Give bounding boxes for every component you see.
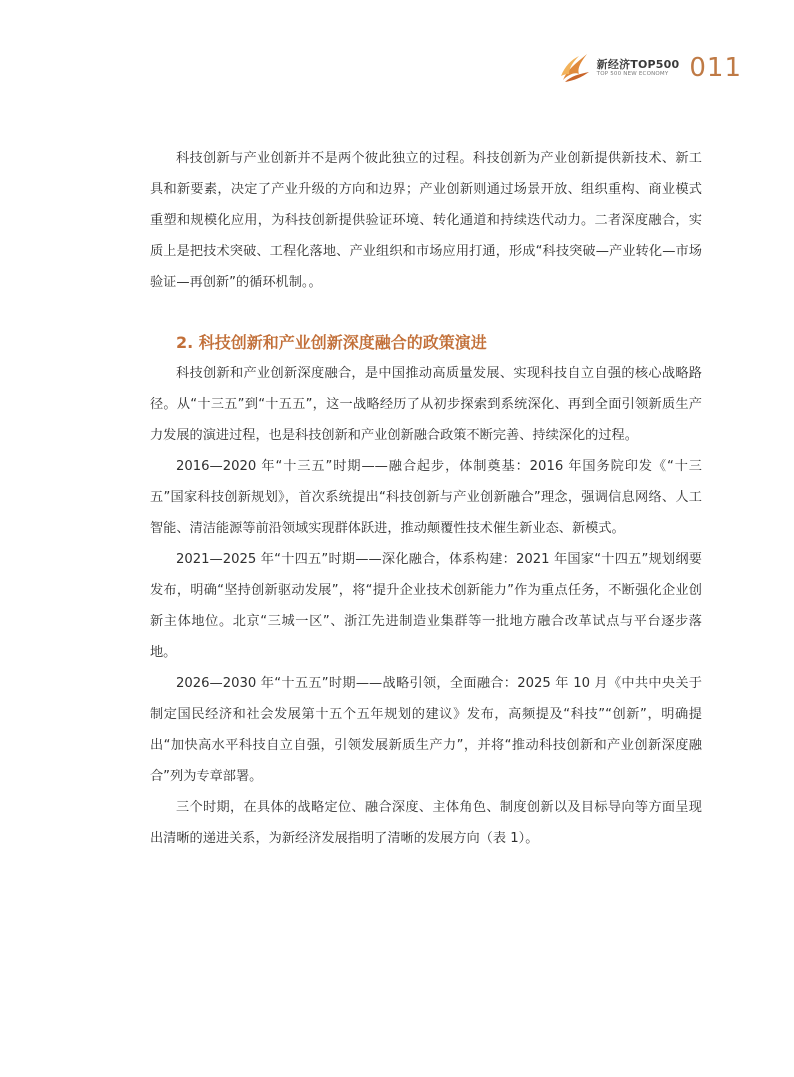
paragraph: 2016—2020 年“十三五”时期——融合起步，体制奠基：2016 年国务院印发《“十三五”国家科技创新规划》，首次系统提出“科技创新与产业创新融合”理念，强调信息网络、人工智能、清洁能源等前沿领域实现群体跃进，推动颠覆性技术催生新业态、新模式。 [150,459,702,536]
paragraph: 科技创新和产业创新深度融合，是中国推动高质量发展、实现科技自立自强的核心战略路径。从“十三五”到“十五五”，这一战略经历了从初步探索到系统深化、再到全面引领新质生产力发展的演进过程，也是科技创新和产业创新融合政策不断完善、持续深化的过程。 [150,366,702,443]
intro-paragraph: 科技创新与产业创新并不是两个彼此独立的过程。科技创新为产业创新提供新技术、新工具和新要素，决定了产业升级的方向和边界；产业创新则通过场景开放、组织重构、商业模式重塑和规模化应用，为科技创新提供验证环境、转化通道和持续迭代动力。二者深度融合，实质上是把技术突破、工程化落地、产业组织和市场应用打通，形成“科技突破—产业转化—市场验证—再创新”的循环机制。。 [150,151,702,290]
paragraph: 2026—2030 年“十五五”时期——战略引领，全面融合：2025 年 10 月《中共中央关于制定国民经济和社会发展第十五个五年规划的建议》发布，高频提及“科技”“创新”，明确提出“加快高水平科技自立自强，引领发展新质生产力”，并将“推动科技创新和产业创新深度融合”列为专章部署。 [150,676,702,784]
page-number: 011 [689,53,742,83]
logo-title: 新经济TOP500 [596,57,680,71]
page-header [557,50,742,86]
flame-logo-icon [557,50,593,86]
paragraph: 2021—2025 年“十四五”时期——深化融合，体系构建：2021 年国家“十四五”规划纲要发布，明确“坚持创新驱动发展”，将“提升企业技术创新能力”作为重点任务，不断强化企业创新主体地位。北京“三城一区”、浙江先进制造业集群等一批地方融合改革试点与平台逐步落地。 [150,552,702,660]
section-title: 2. 科技创新和产业创新深度融合的政策演进 [176,333,487,352]
logo-text [597,59,680,78]
paragraph: 三个时期，在具体的战略定位、融合深度、主体角色、制度创新以及目标导向等方面呈现出清晰的递进关系，为新经济发展指明了清晰的发展方向（表 1）。 [150,800,702,846]
logo-subtitle: TOP 500 NEW ECONOMY [596,70,669,77]
document-body [150,143,702,854]
